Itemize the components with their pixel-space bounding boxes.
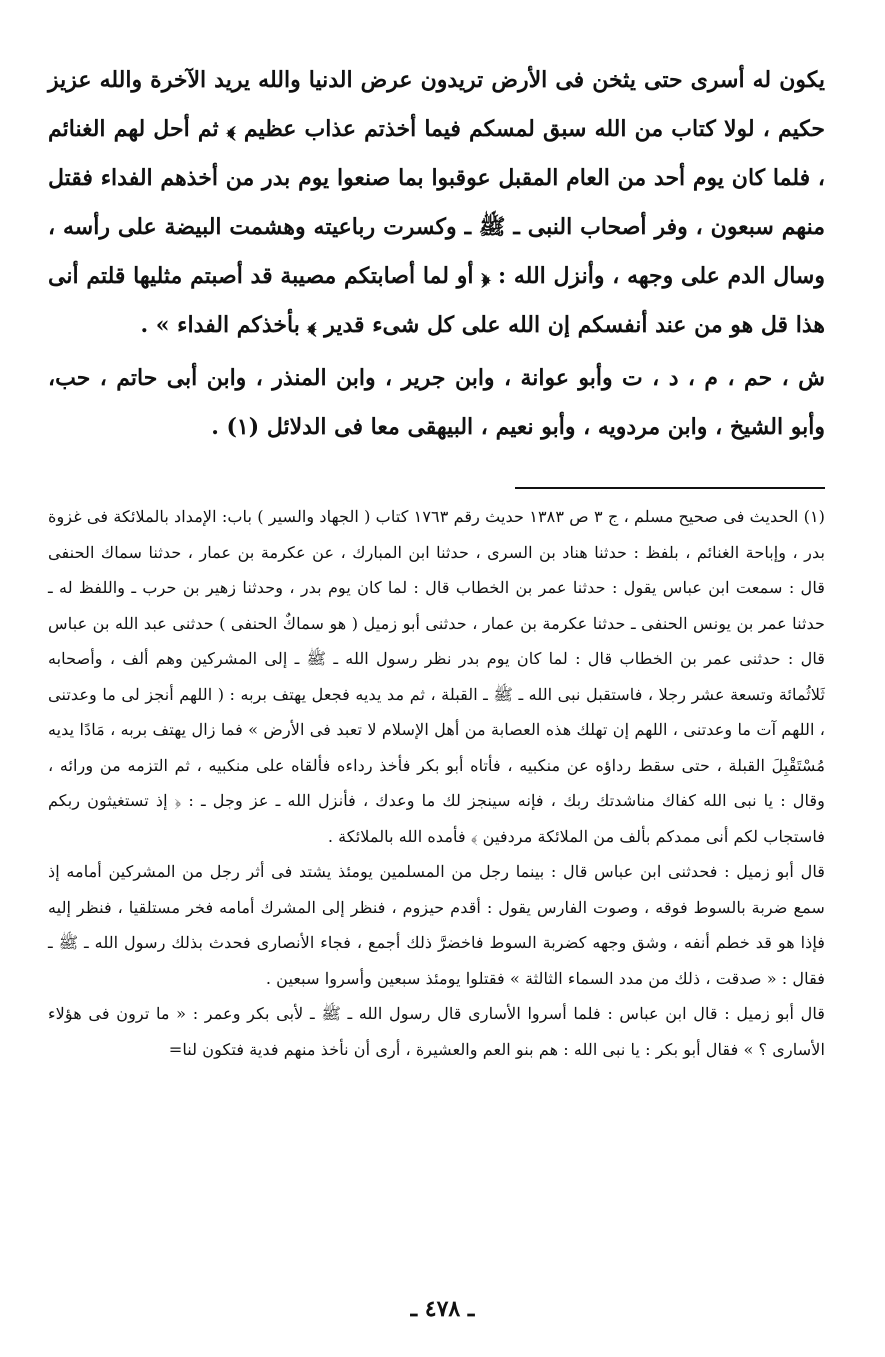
- page-number: ـ ٤٧٨ ـ: [410, 1296, 475, 1322]
- footnote-divider: [515, 487, 825, 489]
- footnotes: [48, 499, 825, 1067]
- main-paragraph: يكون له أسرى حتى يثخن فى الأرض تريدون عرض الدنيا والله يريد الآخرة والله عزيز حكيم ، لولا كتاب من الله سبق لمسكم فيما أخذتم عذاب عظيم ﴾ ثم أحل لهم الغنائم ، فلما كان يوم أحد من العام المقبل عوقبوا بما صنعوا يوم بدر من أخذهم الفداء فقتل منهم سبعون ، وفر أصحاب النبى ـ ﷺ ـ وكسرت رباعيته وهشمت البيضة على رأسه ، وسال الدم على وجهه ، وأنزل الله : ﴿ أو لما أصابتكم مصيبة قد أصبتم مثليها قلتم أنى هذا قل هو من عند أنفسكم إن الله على كل شىء قدير ﴾ بأخذكم الفداء » .: [48, 67, 825, 338]
- hadith-sources: ش ، حم ، م ، د ، ت وأبو عوانة ، وابن جرير ، وابن المنذر ، وابن أبى حاتم ، حب، وأبو الشيخ ، وابن مردويه ، وأبو نعيم ، البيهقى معا فى الدلائل (١) .: [48, 365, 825, 440]
- footnote-1-continued-2: قال أبو زميل : قال ابن عباس : فلما أسروا الأسارى قال رسول الله ـ ﷺ ـ لأبى بكر وعمر : « ما ترون فى هؤلاء الأسارى ؟ » فقال أبو بكر : يا نبى الله : هم بنو العم والعشيرة ، أرى أن نأخذ منهم فدية فتكون لنا=: [48, 1004, 825, 1059]
- footnote-1: (١) الحديث فى صحيح مسلم ، ج ٣ ص ١٣٨٣ حديث رقم ١٧٦٣ كتاب ( الجهاد والسير ) باب: الإمداد بالملائكة فى غزوة بدر ، وإباحة الغنائم ، بلفظ : حدثنا هناد بن السرى ، حدثنا ابن المبارك ، عن عكرمة بن عمار ، حدثنا سماك الحنفى قال : سمعت ابن عباس يقول : حدثنا عمر بن الخطاب قال : لما كان يوم بدر ، وحدثنا زهير بن حرب ـ واللفظ له ـ حدثنا عمر بن يونس الحنفى ـ حدثنا عكرمة بن عمار ، حدثنى أبو زميل ( هو سماكٌ الحنفى ) حدثنى عبد الله بن عباس قال : حدثنى عمر بن الخطاب قال : لما كان يوم بدر نظر رسول الله ـ ﷺ ـ إلى المشركين وهم ألف ، وأصحابه ثَلاثُمائة وتسعة عشر رجلا ، فاستقبل نبى الله ـ ﷺ ـ القبلة ، ثم مد يديه فجعل يهتف بربه : ( اللهم أنجز لى ما وعدتنى ، اللهم آت ما وعدتنى ، اللهم إن تهلك هذه العصابة من أهل الإسلام لا تعبد فى الأرض » فما زال يهتف بربه ، مَادًا يديه مُسْتَقْبِلَ القبلة ، حتى سقط رداؤه عن منكبيه ، فأتاه أبو بكر فأخذ رداءه فألقاه على منكبيه ، ثم التزمه من ورائه ، وقال : يا نبى الله كفاك مناشدتك ربك ، فإنه سينجز لك ما وعدك ، فأنزل الله ـ عز وجل ـ : ﴿ إذ تستغيثون ربكم فاستجاب لكم أنى ممدكم بألف من الملائكة مردفين ﴾ فأمده الله بالملائكة .: [48, 507, 825, 846]
- footnote-1-continued: قال أبو زميل : فحدثنى ابن عباس قال : بينما رجل من المسلمين يومئذ يشتد فى أثر رجل من المشركين أمامه إذ سمع ضربة بالسوط فوقه ، وصوت الفارس يقول : أقدم حيزوم ، فنظر إلى المشرك أمامه فخر مستلقيا ، فنظر إليه فإذا هو قد خطم أنفه ، وشق وجهه كضربة السوط فاخضرَّ ذلك أجمع ، فجاء الأنصارى فحدث بذلك رسول الله ـ ﷺ ـ فقال : « صدقت ، ذلك من مدد السماء الثالثة » فقتلوا يومئذ سبعين وأسروا سبعين .: [48, 862, 825, 988]
- main-text: [48, 56, 825, 452]
